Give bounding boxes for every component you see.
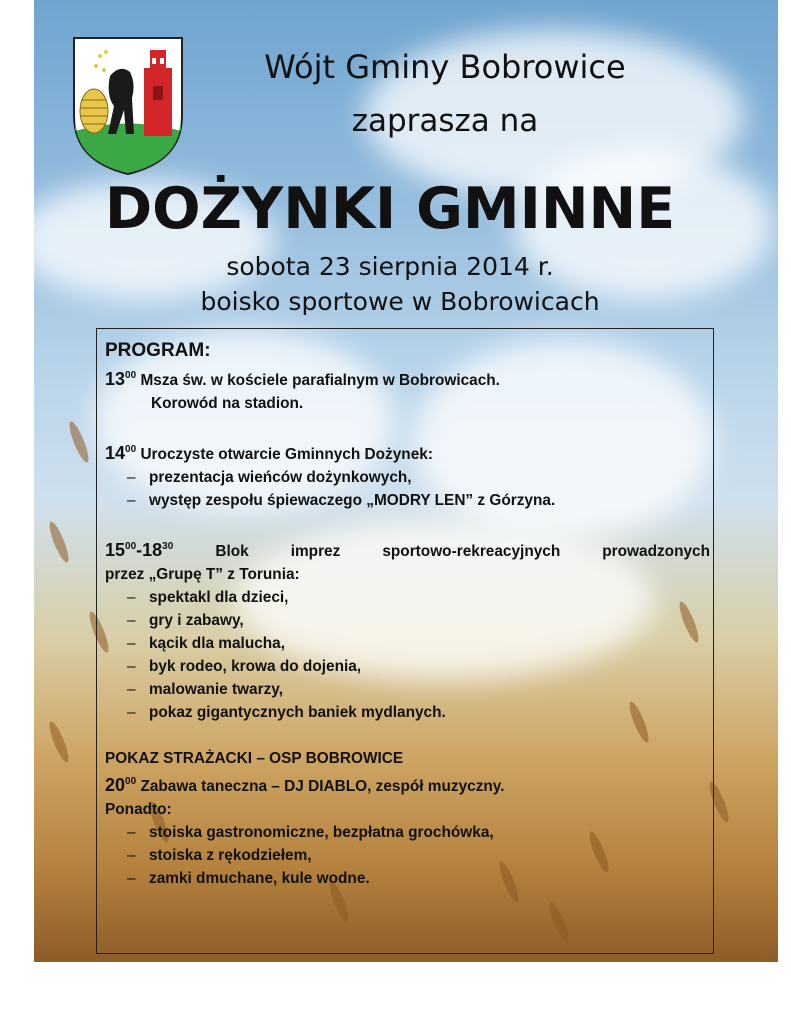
list-item: – kącik dla malucha,	[127, 635, 286, 652]
block-3-line: $15^{00}-18^{30}$ Blok imprez sportowo-rekreacyjnych prowadzonych	[105, 540, 711, 560]
block-1-line-2: Korowód na stadion.	[151, 395, 304, 412]
program-block-3	[105, 535, 710, 724]
coat-of-arms-icon	[72, 36, 184, 176]
program-block-1	[105, 364, 710, 415]
list-item: – gry i zabawy,	[127, 612, 244, 629]
event-date: sobota 23 sierpnia 2014 r.	[226, 252, 554, 281]
list-item: – malowanie twarzy,	[127, 681, 283, 698]
program-block-4	[105, 747, 710, 890]
list-item: – zamki dmuchane, kule wodne.	[127, 870, 370, 887]
host-line: Wójt Gminy Bobrowice	[264, 48, 626, 86]
list-item: – stoiska z rękodziełem,	[127, 847, 312, 864]
dance-line: $20^{00}$ Zabawa taneczna – DJ DIABLO, zespół muzyczny.	[105, 775, 505, 795]
program-content	[105, 338, 710, 913]
list-item: – pokaz gigantycznych baniek mydlanych.	[127, 704, 446, 721]
fire-show-line: POKAZ STRAŻACKI – OSP BOBROWICE	[105, 750, 404, 767]
time: $15^{00}-18^{30}$	[105, 540, 174, 560]
invite-line: zaprasza na	[351, 103, 539, 139]
also-line: Ponadto:	[105, 801, 172, 818]
event-place: boisko sportowe w Bobrowicach	[200, 287, 600, 316]
list-item: – prezentacja wieńców dożynkowych,	[127, 469, 412, 486]
event-title: DOŻYNKI GMINNE	[104, 176, 676, 242]
list-item: – występ zespołu śpiewaczego „MODRY LEN” z Górzyna.	[127, 492, 556, 509]
time: $20^{00}$	[105, 775, 137, 795]
block-2-line: $14^{00}$ Uroczyste otwarcie Gminnych Dożynek:	[105, 443, 433, 463]
time: $13^{00}$	[105, 369, 137, 389]
block-3-line-2: przez „Grupę T” z Torunia:	[105, 566, 300, 583]
program-heading: PROGRAM:	[105, 340, 211, 361]
list-item: – stoiska gastronomiczne, bezpłatna grochówka,	[127, 824, 494, 841]
program-block-2	[105, 438, 710, 512]
time: $14^{00}$	[105, 443, 137, 463]
list-item: – byk rodeo, krowa do dojenia,	[127, 658, 362, 675]
list-item: – spektakl dla dzieci,	[127, 589, 289, 606]
block-1-line: $13^{00}$ Msza św. w kościele parafialnym w Bobrowicach.	[105, 369, 500, 389]
